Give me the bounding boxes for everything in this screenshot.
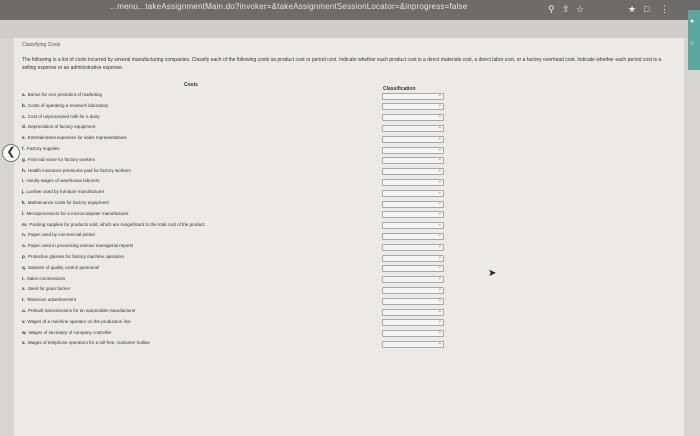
row-letter: u. [22, 308, 26, 313]
table-row [22, 308, 362, 316]
chevron-down-icon[interactable]: ⌄ [437, 339, 442, 346]
table-row [22, 276, 362, 284]
table-row [22, 297, 362, 305]
mouse-cursor-icon: ➤ [488, 268, 497, 279]
classification-select[interactable] [382, 157, 444, 164]
chevron-down-icon[interactable]: ⌄ [437, 285, 442, 292]
classification-select[interactable] [382, 147, 444, 154]
table-row [22, 286, 362, 294]
row-letter: e. [22, 135, 26, 141]
table-row [22, 319, 362, 327]
table-row [22, 340, 362, 348]
browser-url-bar[interactable] [0, 0, 700, 20]
search-icon[interactable]: ⚲ [548, 4, 555, 14]
classification-select[interactable] [382, 168, 444, 175]
row-cost-label: Wages of secretary of company controller [28, 329, 112, 335]
row-letter: m. [22, 221, 28, 227]
row-letter: c. [22, 113, 26, 119]
chevron-down-icon[interactable]: ⌄ [437, 242, 442, 249]
row-cost-label: Hourly wages of warehouse laborers [26, 178, 100, 184]
row-cost-label: Depreciation of factory equipment [28, 124, 96, 130]
classification-select[interactable] [382, 125, 444, 132]
classification-select[interactable] [382, 309, 444, 316]
chevron-down-icon[interactable]: ⌄ [437, 91, 442, 98]
star-icon[interactable]: ☆ [576, 4, 585, 14]
classification-select[interactable] [382, 341, 444, 348]
classification-select[interactable] [382, 136, 444, 143]
row-letter: g. [22, 156, 26, 162]
table-row [22, 124, 362, 132]
chevron-down-icon[interactable]: ⌄ [437, 134, 442, 141]
row-cost-label: Paper used by commercial printer [28, 232, 96, 238]
side-panel-tab[interactable] [688, 10, 700, 70]
classification-select[interactable] [382, 319, 444, 326]
classification-select[interactable] [382, 190, 444, 197]
chevron-down-icon[interactable]: ⌄ [437, 329, 442, 336]
window-icon[interactable]: □ [644, 4, 650, 14]
chevron-down-icon[interactable]: ⌄ [437, 113, 442, 120]
classification-select[interactable] [382, 179, 444, 186]
chevron-down-icon[interactable]: ⌄ [437, 264, 442, 271]
toolbar-strip [0, 20, 700, 38]
row-cost-label: Packing supplies for products sold, which are insignificant to the total cost of the product [29, 221, 205, 227]
table-row [22, 232, 362, 240]
row-cost-label: Health insurance premiums paid for factory workers [28, 167, 131, 173]
row-letter: p. [22, 254, 26, 259]
row-cost-label: Costs of operating a research laboratory [28, 102, 109, 108]
classification-select[interactable] [382, 103, 444, 110]
table-row [22, 222, 362, 230]
row-letter: t. [22, 297, 25, 303]
table-row [22, 103, 362, 111]
row-letter: f. [22, 146, 25, 151]
panel-icon-2[interactable]: ○ [690, 40, 695, 47]
table-row [22, 330, 362, 338]
extension-icon[interactable]: ★ [628, 4, 637, 14]
table-row [22, 200, 362, 208]
row-cost-label: Seed for grain farmer [27, 286, 71, 292]
row-letter: i. [22, 178, 25, 184]
row-letter: s. [22, 286, 26, 292]
table-row [22, 157, 362, 165]
row-letter: j. [22, 189, 25, 195]
table-row [22, 243, 362, 251]
menu-icon[interactable]: ⋮ [660, 4, 669, 14]
row-cost-label: Prebuilt transmissions for an automobile manufacturer [28, 308, 136, 313]
table-row [22, 168, 362, 176]
row-letter: d. [22, 124, 26, 130]
chevron-down-icon[interactable]: ⌄ [437, 145, 442, 152]
panel-icon[interactable]: ● [690, 18, 695, 25]
row-cost-label: Bonus for vice president of marketing [27, 92, 103, 97]
instructions: The following is a list of costs incurred by several manufacturing companies. Classify each of the following costs as product cost or period cost. Indicate whether each product cost is a direct materials cost, a direct labor cost, or a factory overhead cost. Indicate whether each period cost is a selling expense or an administrative expense. [22, 57, 662, 71]
row-cost-label: Salaries of quality control personnel [28, 264, 100, 270]
row-cost-label: Wages of a machine operator on the production line [27, 318, 131, 324]
row-cost-label: Microprocessors for a microcomputer manufacturer [26, 210, 129, 216]
row-letter: w. [22, 329, 27, 335]
table-row [22, 189, 362, 197]
row-cost-label: Cost of unprocessed milk for a dairy [27, 113, 100, 119]
row-letter: h. [22, 167, 26, 173]
classification-select[interactable] [382, 287, 444, 294]
classification-select[interactable] [382, 233, 444, 240]
chevron-down-icon[interactable]: ⌄ [437, 123, 442, 130]
chevron-down-icon[interactable]: ⌄ [437, 199, 442, 206]
row-letter: k. [22, 200, 26, 205]
row-letter: q. [22, 264, 26, 270]
row-cost-label: Television advertisement [26, 297, 77, 303]
row-letter: v. [22, 318, 26, 324]
table-row [22, 135, 362, 143]
column-header-classification: Classification [383, 86, 416, 92]
classification-select[interactable] [382, 222, 444, 229]
column-header-costs: Costs [184, 82, 198, 88]
page-title: Classifying Costs [22, 42, 61, 48]
table-row [22, 178, 362, 186]
row-cost-label: Entertainment expenses for sales representatives [27, 135, 127, 141]
row-cost-label: Paper used in processing various managerial reports [28, 243, 134, 249]
table-row [22, 211, 362, 219]
table-row [22, 114, 362, 122]
chevron-down-icon[interactable]: ⌄ [437, 221, 442, 228]
row-letter: n. [22, 232, 26, 238]
classification-select[interactable] [382, 298, 444, 305]
row-letter: r. [22, 275, 25, 281]
table-row [22, 92, 362, 100]
classification-select[interactable] [382, 276, 444, 283]
classification-select[interactable] [382, 255, 444, 262]
chevron-down-icon[interactable]: ⌄ [437, 253, 442, 260]
chevron-down-icon[interactable]: ⌄ [437, 156, 442, 163]
row-letter: o. [22, 243, 26, 249]
assignment-page [14, 38, 684, 436]
classification-select[interactable] [382, 93, 444, 100]
chevron-down-icon[interactable]: ⌄ [437, 318, 442, 325]
table-row [22, 146, 362, 154]
table-row [22, 265, 362, 273]
share-icon[interactable]: ⇧ [562, 4, 570, 14]
row-cost-label: Lumber used by furniture manufacturer [26, 189, 105, 195]
row-letter: l. [22, 210, 25, 216]
classification-select[interactable] [382, 244, 444, 251]
chevron-down-icon[interactable]: ⌄ [437, 210, 442, 217]
chevron-down-icon[interactable]: ⌄ [437, 307, 442, 314]
chevron-down-icon[interactable]: ⌄ [437, 167, 442, 174]
classification-select[interactable] [382, 114, 444, 121]
row-cost-label: Protective glasses for factory machine operators [28, 254, 125, 259]
classification-select[interactable] [382, 330, 444, 337]
row-letter: a. [22, 92, 26, 97]
chevron-down-icon[interactable]: ⌄ [437, 275, 442, 282]
row-cost-label: First-aid nurse for factory workers [28, 156, 96, 162]
chevron-down-icon[interactable]: ⌄ [437, 177, 442, 184]
row-letter: b. [22, 102, 26, 108]
row-cost-label: Wages of telephone operators for a toll-free, customer hotline [27, 340, 150, 346]
chevron-down-icon[interactable]: ⌄ [437, 188, 442, 195]
chevron-down-icon[interactable]: ⌄ [437, 102, 442, 109]
table-row [22, 254, 362, 262]
row-letter: x. [22, 340, 26, 346]
classification-select[interactable] [382, 201, 444, 208]
row-cost-label: Factory supplies [26, 146, 60, 151]
back-arrow-icon[interactable]: ❮ [2, 144, 20, 162]
row-cost-label: Maintenance costs for factory equipment [27, 200, 109, 205]
classification-select[interactable] [382, 265, 444, 272]
classification-select[interactable] [382, 211, 444, 218]
chevron-down-icon[interactable]: ⌄ [437, 231, 442, 238]
row-cost-label: Sales commissions [26, 275, 66, 281]
url-text[interactable]: ...menu...takeAssignmentMain.do?invoker=&takeAssignmentSessionLocator=&inprogress=false [110, 2, 468, 11]
chevron-down-icon[interactable]: ⌄ [437, 296, 442, 303]
